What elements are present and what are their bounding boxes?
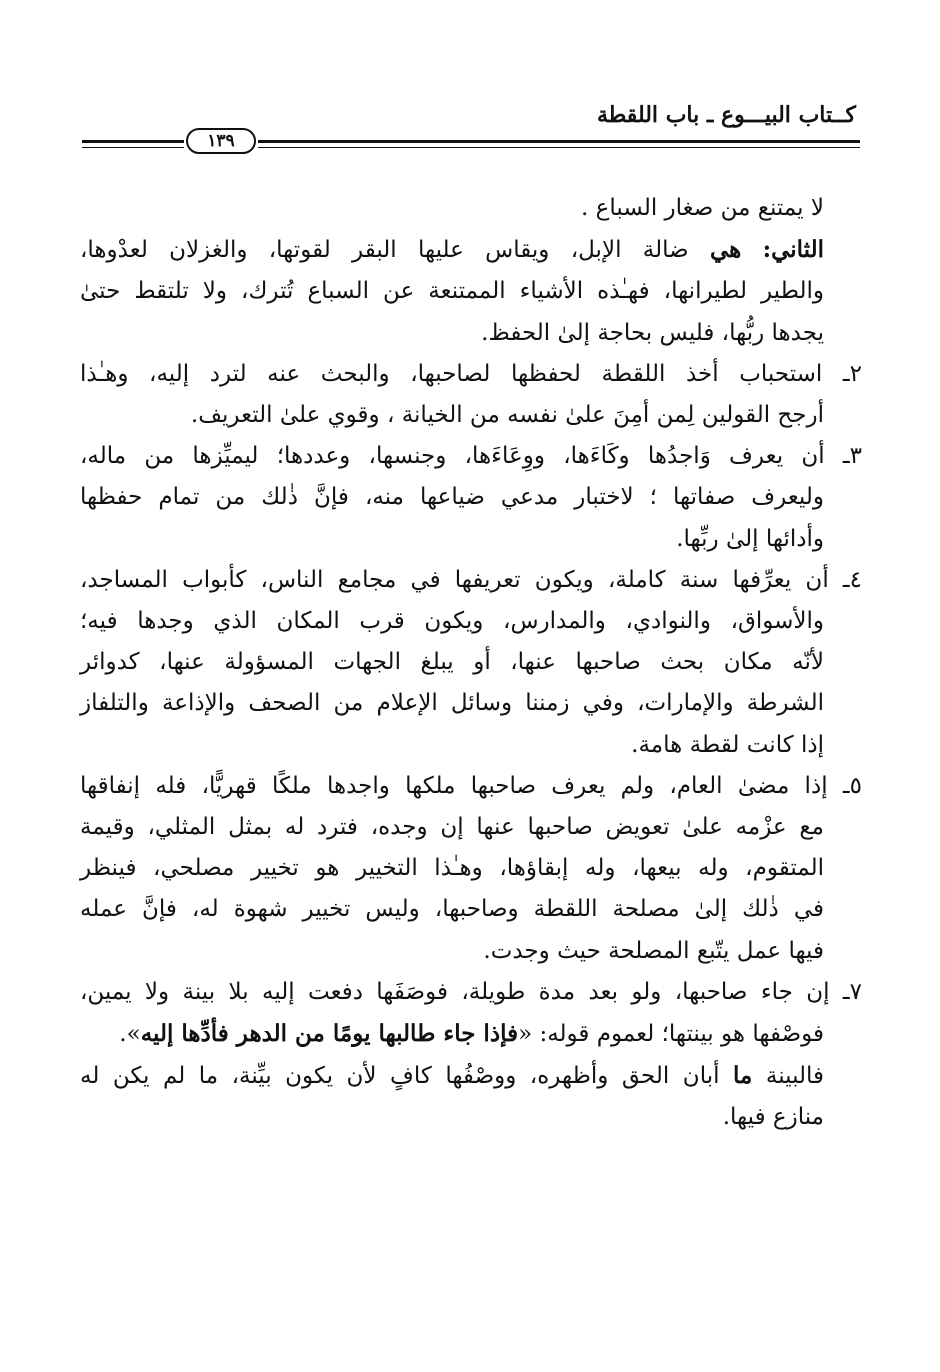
paragraph-closing — [80, 1055, 862, 1138]
hadith-quote: فإذا جاء طالبها يومًا من الدهر فأدِّها إليه — [140, 1020, 519, 1048]
list-item-4 — [80, 560, 862, 766]
text-line: فيها عمل يتّبع المصلحة حيث وجدت. — [483, 937, 824, 964]
text-line: منازع فيها. — [722, 1104, 824, 1131]
closing-rest: أبان الحق وأظهره، ووصْفُها كافٍ لأن يكون بيِّنة، ما لم يكن له — [80, 1063, 720, 1090]
item-number: ٣ـ — [842, 443, 863, 470]
text-line: لا يمتنع من صغار السباع . — [581, 195, 824, 221]
running-title: كــتاب البيـــوع ـ باب اللقطة — [596, 102, 856, 128]
text-line: والطير لطيرانها، فهـٰذه الأشياء الممتنعة عن السباع تُترك، ولا تلتقط حتىٰ — [80, 278, 824, 305]
item-number: ٥ـ — [842, 772, 863, 799]
text-line: وليعرف صفاتها ؛ لاختبار مدعي ضياعها منه، فإنَّ ذٰلك من تمام حفظها — [80, 484, 824, 511]
text-line: الشرطة والإمارات، وفي زمننا وسائل الإعلام من الصحف والإذاعة والتلفاز — [80, 690, 824, 717]
text-line: وأدائها إلىٰ ربِّها. — [676, 525, 824, 552]
item-text: أن يعرِّفها سنة كاملة، ويكون تعريفها في مجامع الناس، كأبواب المساجد، — [80, 566, 829, 593]
quote-intro: فوصْفها هو بينتها؛ لعموم قوله: « — [518, 1021, 824, 1048]
paragraph-intro — [80, 188, 862, 229]
item-text: إذا مضىٰ العام، ولم يعرف صاحبها ملكها واجدها ملكًا قهريًّا، فله إنفاقها — [80, 772, 828, 799]
text-line — [80, 766, 862, 807]
list-item-7 — [80, 972, 862, 1055]
text-line: مع عزْمه علىٰ تعويض صاحبها عنها إن وجده، فترد له بمثل المثلي، وقيمة — [80, 814, 824, 841]
text-line — [80, 972, 862, 1013]
page-number: ١٣٩ — [186, 128, 256, 154]
text-line — [80, 229, 862, 271]
paragraph-second — [80, 229, 862, 354]
text-line: أرجح القولين لِمن أمِنَ علىٰ نفسه من الخيانة ، وقوي علىٰ التعريف. — [190, 402, 824, 429]
text-line: يجدها ربُّها، فليس بحاجة إلىٰ الحفظ. — [481, 319, 824, 346]
header-rule-left — [82, 140, 184, 143]
closing-start: فالبينة — [765, 1063, 825, 1090]
list-item-5 — [80, 766, 862, 972]
text-line: لأنّه مكان بحث صاحبها عنها، أو يبلغ الجهات المسؤولة عنها، كدوائر — [80, 649, 824, 676]
text-line: إذا كانت لقطة هامة. — [631, 731, 824, 758]
second-label: الثاني: — [762, 236, 825, 264]
text-line — [80, 1055, 862, 1097]
list-item-3 — [80, 436, 862, 560]
item-text: أن يعرف وَاجدُها وكَاءَها، ووِعَاءَها، وجنسها، وعددها؛ ليميِّزها من ماله، — [80, 443, 825, 470]
closing-bold: ما — [733, 1062, 753, 1090]
text-line: المتقوم، وله بيعها، وله إبقاؤها، وهـٰذا التخيير هو تخيير مصلحي، فينظر — [80, 855, 824, 882]
text-line — [80, 354, 862, 395]
text-line — [80, 560, 862, 601]
list-item-2 — [80, 354, 862, 436]
quote-close: ». — [119, 1021, 141, 1048]
item-text: إن جاء صاحبها، ولو بعد مدة طويلة، فوصَفَها دفعت إليه بلا بينة ولا يمين، — [80, 978, 830, 1005]
text-line: والأسواق، والنوادي، والمدارس، ويكون قرب المكان الذي وجدها فيه؛ — [80, 608, 824, 635]
item-number: ٢ـ — [842, 360, 862, 387]
item-number: ٧ـ — [842, 978, 862, 1005]
second-lead-bold: هي — [709, 236, 742, 264]
second-line-rest: ضالة الإبل، ويقاس عليها البقر لقوتها، والغزلان لعدْوها، — [80, 237, 689, 264]
text-line — [80, 1013, 862, 1055]
text-line — [80, 436, 862, 477]
header-rule-right — [258, 140, 860, 143]
item-number: ٤ـ — [842, 566, 862, 593]
item-text: استحباب أخذ اللقطة لحفظها لصاحبها، والبحث عنه لترد إليه، وهـٰذا — [80, 360, 823, 387]
page-body — [80, 188, 862, 1139]
text-line: في ذٰلك إلىٰ مصلحة اللقطة وصاحبها، وليس تخيير شهوة له، فإنَّ عمله — [80, 896, 824, 923]
page-header — [82, 96, 860, 156]
